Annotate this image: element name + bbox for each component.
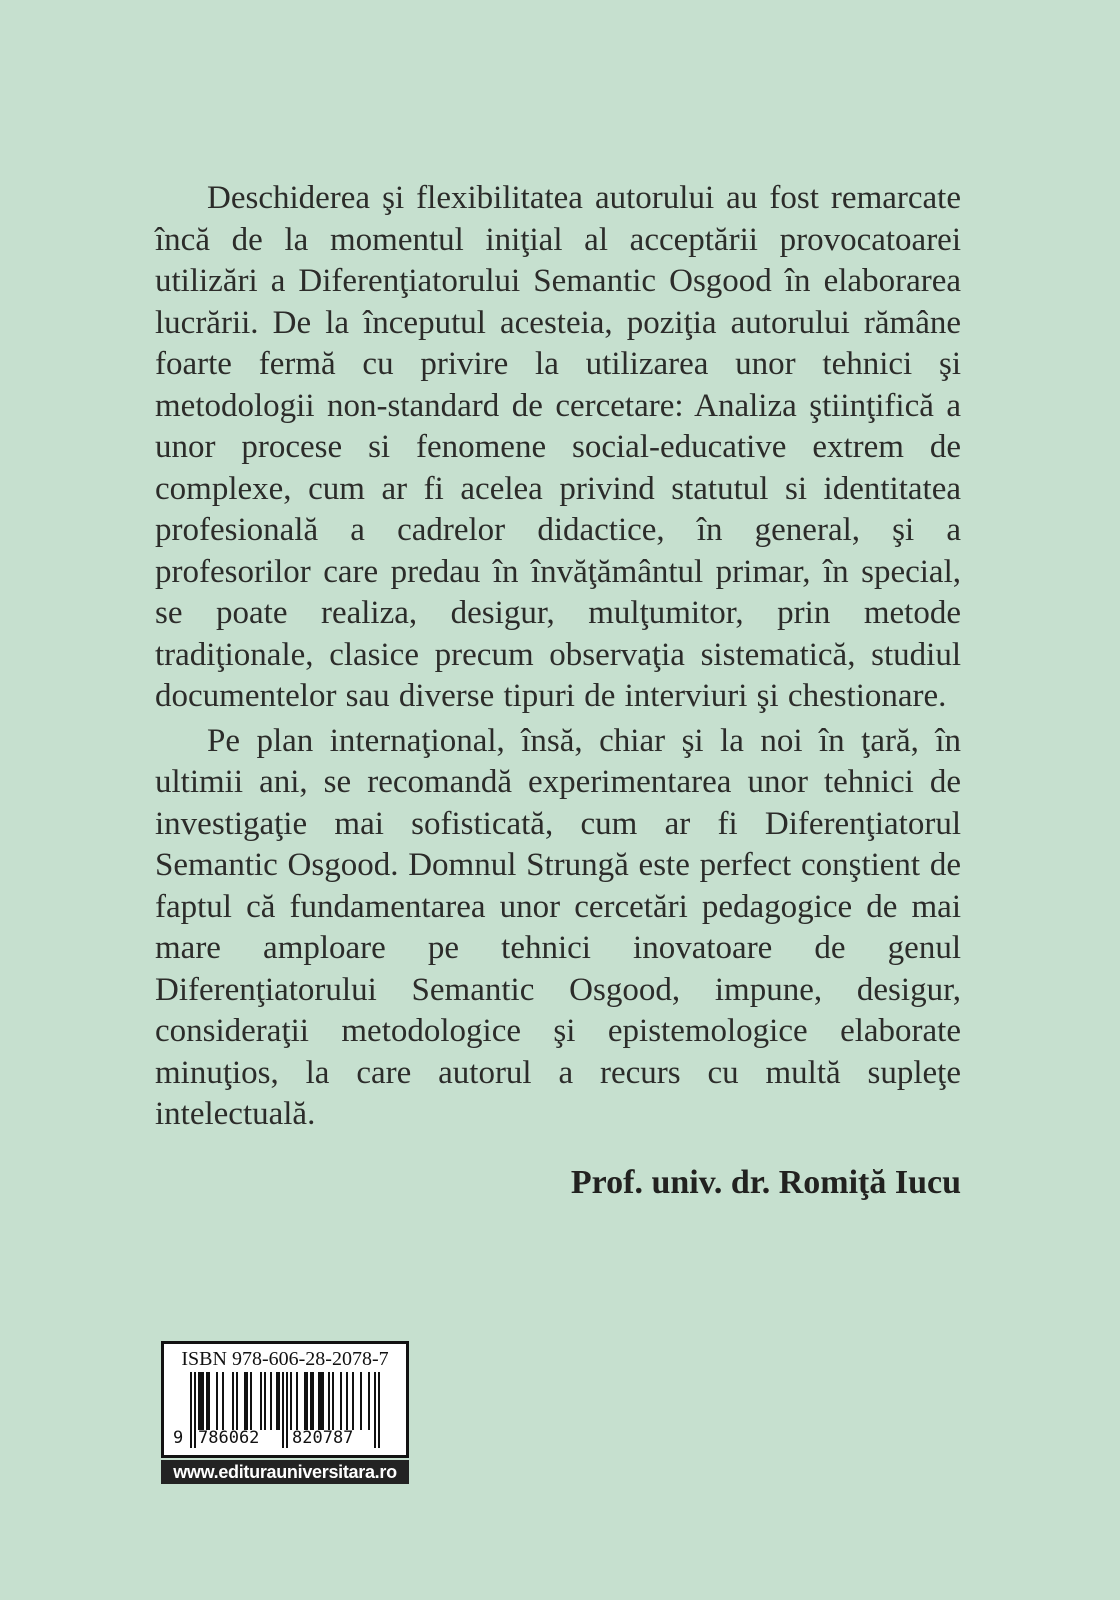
- reviewer-signature: Prof. univ. dr. Romiţă Iucu: [570, 1163, 961, 1201]
- review-text-block: [155, 178, 961, 1204]
- publisher-website-banner: www.editurauniversitara.ro: [161, 1460, 409, 1484]
- review-paragraph-1: Deschiderea şi flexibilitatea autorului au fost remarcate încă de la momentul iniţial al acceptării provocatoarei utilizări a Diferenţiatorului Semantic Osgood în elaborarea lucrării. De la începutul acesteia, poziţia autorului rămâne foarte fermă cu privire la utilizarea unor tehnici şi metodologii non-standard de cercetare: Analiza ştiinţifică a unor procese si fenomene social-educative extrem de complexe, cum ar fi acelea privind statutul si identitatea profesională a cadrelor didactice, în general, şi a profesorilor care predau în învăţământul primar, în special, se poate realiza, desigur, mulţumitor, prin metode tradiţionale, clasice precum observaţia sistematică, studiul documentelor sau diverse tipuri de interviuri şi chestionare.: [155, 180, 961, 714]
- review-paragraph-2: Pe plan internaţional, însă, chiar şi la noi în ţară, în ultimii ani, se recomandă experimentarea unor tehnici de investigaţie mai sofisticată, cum ar fi Diferenţiatorul Semantic Osgood. Domnul Strungă este perfect conştient de faptul că fundamentarea unor cercetări pedagogice de mai mare amploare pe tehnici inovatoare de genul Diferenţiatorului Semantic Osgood, impune, desigur, consideraţii metodologice şi epistemologice elaborate minuţios, la care autorul a recurs cu multă supleţe intelectuală.: [155, 722, 961, 1132]
- barcode-digits-right: 820787: [292, 1428, 354, 1448]
- barcode-first-digit: 9: [173, 1428, 184, 1448]
- isbn-barcode-box: [161, 1341, 409, 1458]
- barcode-digits-left: 786062: [198, 1428, 260, 1448]
- isbn-number: ISBN 978-606-28-2078-7: [181, 1348, 389, 1370]
- ean13-barcode: [173, 1372, 380, 1450]
